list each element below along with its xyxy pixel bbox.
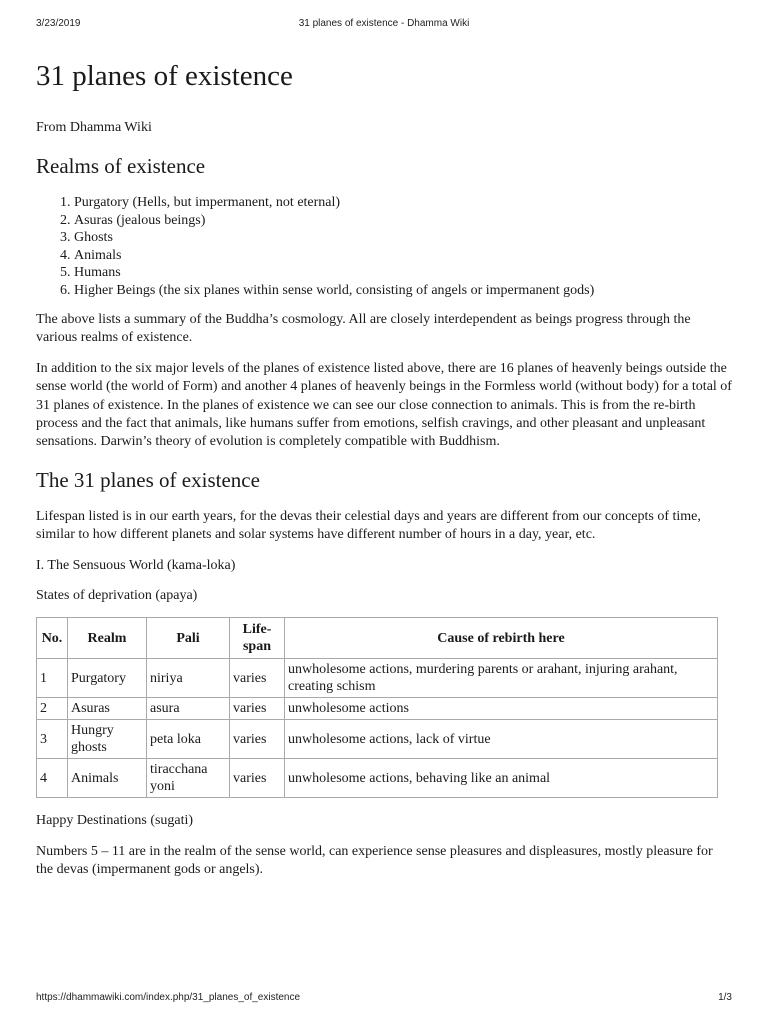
list-item: 3. Ghosts [74, 229, 732, 247]
list-item: 2. Asuras (jealous beings) [74, 212, 732, 230]
sensuous-world-label: I. The Sensuous World (kama-loka) [36, 557, 236, 573]
cell-realm: Purgatory [68, 659, 147, 698]
list-item: 4. Animals [74, 247, 732, 265]
table-row [37, 759, 718, 798]
section-heading-realms: Realms of existence [36, 154, 206, 178]
cell-lifespan: varies [230, 720, 285, 759]
section-heading-31-planes: The 31 planes of existence [36, 467, 260, 492]
column-header-pali: Pali [147, 618, 230, 659]
paragraph-planes: In addition to the six major levels of the planes of existence listed above, there are 16 planes of heavenly beings outside the sense world (the world of Form) and another 4 planes of heavenly beings in the Formless world (without body) for a total of 31 planes of existence. In the planes of existence we can see our close connection to animals. This is from the re-birth process and the fact that animals, like humans suffer from emotions, selfish cravings, and other pleasant and unpleasant sensations. Darwin’s theory of evolution is completely compatible with Buddhism. [36, 360, 732, 450]
realms-list [36, 194, 732, 299]
list-item: 6. Higher Beings (the six planes within sense world, consisting of angels or impermanent gods) [74, 282, 732, 300]
table-row [37, 659, 718, 698]
cell-cause: unwholesome actions [285, 698, 718, 720]
print-header [36, 18, 732, 34]
cell-no: 1 [37, 659, 68, 698]
page-title: 31 planes of existence [36, 60, 293, 92]
cell-pali: tiracchana yoni [147, 759, 230, 798]
cell-cause: unwholesome actions, behaving like an animal [285, 759, 718, 798]
cell-no: 4 [37, 759, 68, 798]
print-date: 3/23/2019 [36, 18, 81, 29]
table-row [37, 698, 718, 720]
paragraph-lifespan: Lifespan listed is in our earth years, for the devas their celestial days and years are different from our concepts of time, similar to how different planets and solar systems have different number of hours in a day, year, etc. [36, 508, 701, 543]
deprivation-label: States of deprivation (apaya) [36, 588, 198, 604]
list-item: 5. Humans [74, 264, 732, 282]
planes-table [36, 617, 718, 798]
table-header-row [37, 618, 718, 659]
cell-pali: asura [147, 698, 230, 720]
column-header-realm: Realm [68, 618, 147, 659]
list-item: 1. Purgatory (Hells, but impermanent, not eternal) [74, 194, 732, 212]
article-content [36, 56, 732, 892]
cell-lifespan: varies [230, 759, 285, 798]
cell-realm: Asuras [68, 698, 147, 720]
paragraph-sense-world: Numbers 5 – 11 are in the realm of the sense world, can experience sense pleasures and displeasures, mostly pleasure for the devas (impermanent gods or angels). [36, 843, 713, 878]
column-header-lifespan: Life-span [230, 618, 285, 659]
table-row [37, 720, 718, 759]
cell-lifespan: varies [230, 698, 285, 720]
page-url: https://dhammawiki.com/index.php/31_planes_of_existence [36, 992, 301, 1003]
cell-no: 2 [37, 698, 68, 720]
cell-cause: unwholesome actions, lack of virtue [285, 720, 718, 759]
cell-pali: niriya [147, 659, 230, 698]
happy-destinations-label: Happy Destinations (sugati) [36, 813, 194, 829]
cell-realm: Animals [68, 759, 147, 798]
cell-pali: peta loka [147, 720, 230, 759]
page-number: 1/3 [718, 992, 732, 1003]
cell-lifespan: varies [230, 659, 285, 698]
source-line: From Dhamma Wiki [36, 120, 152, 135]
cell-realm: Hungry ghosts [68, 720, 147, 759]
print-document-title: 31 planes of existence - Dhamma Wiki [298, 18, 470, 29]
paragraph-summary: The above lists a summary of the Buddha’s cosmology. All are closely interdependent as beings progress through the various realms of existence. [36, 312, 691, 346]
cell-no: 3 [37, 720, 68, 759]
cell-cause: unwholesome actions, murdering parents or arahant, injuring arahant, creating schism [285, 659, 718, 698]
column-header-cause: Cause of rebirth here [285, 618, 718, 659]
column-header-no: No. [37, 618, 68, 659]
print-footer [36, 992, 732, 1008]
